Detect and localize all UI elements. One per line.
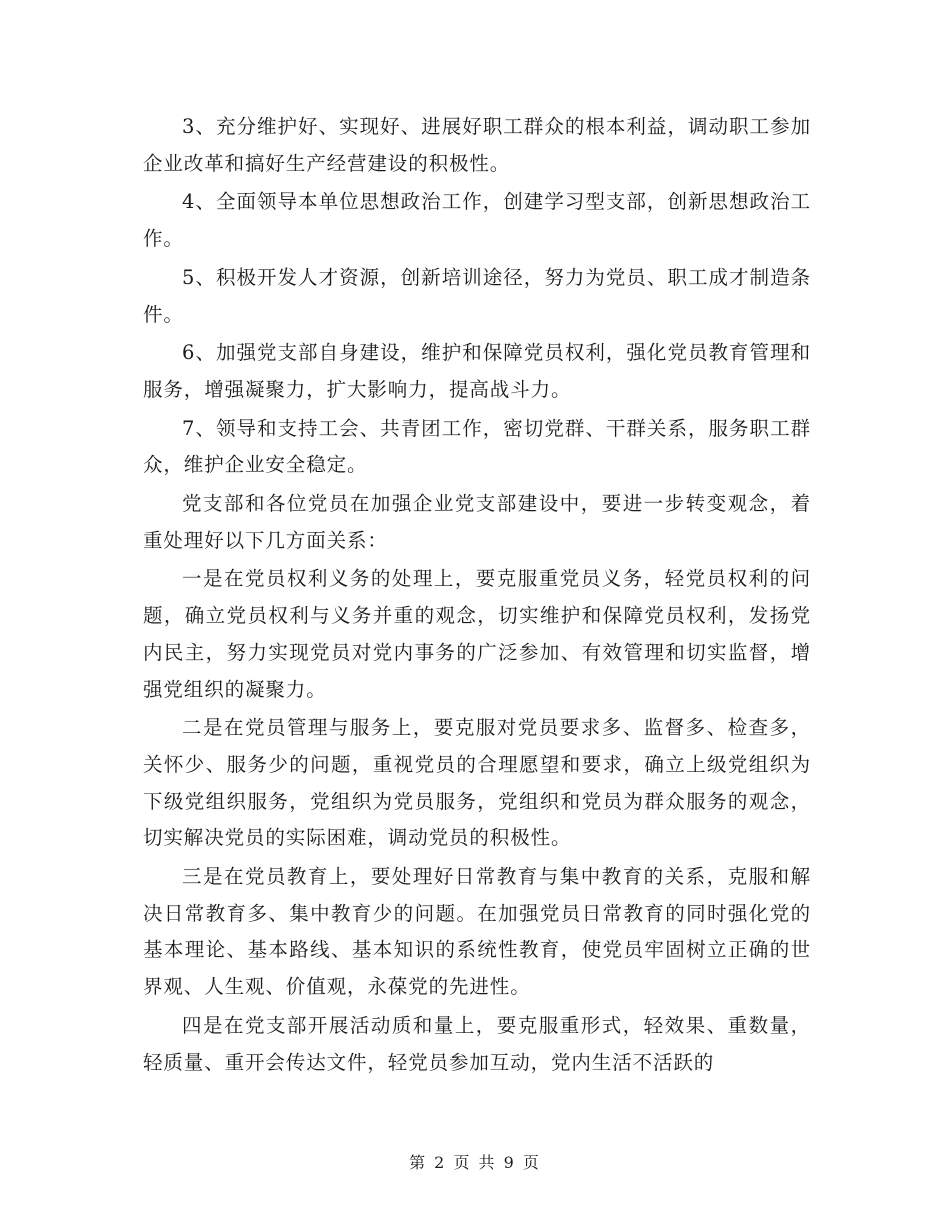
page-number-footer: 第 2 页 共 9 页 [409, 1153, 541, 1172]
paragraph-education: 三是在党员教育上，要处理好日常教育与集中教育的关系，克服和解决日常教育多、集中教育少的问题。在加强党员日常教育的同时强化党的基本理论、基本路线、基本知识的系统性教育，使党员牢固树立正确的世界观、人生观、价值观，永葆党的先进性。 [143, 865, 811, 999]
paragraph-item-3: 3、充分维护好、实现好、进展好职工群众的根本利益，调动职工参加企业改革和搞好生产经营建设的积极性。 [143, 115, 811, 175]
paragraph-item-6: 6、加强党支部自身建设，维护和保障党员权利，强化党员教育管理和服务，增强凝聚力，扩大影响力，提高战斗力。 [143, 341, 811, 401]
paragraph-item-5: 5、积极开发人才资源，创新培训途径，努力为党员、职工成才制造条件。 [143, 265, 811, 326]
document-body [143, 109, 811, 1083]
paragraph-management-service: 二是在党员管理与服务上，要克服对党员要求多、监督多、检查多，关怀少、服务少的问题，重视党员的合理愿望和要求，确立上级党组织为下级党组织服务，党组织为党员服务，党组织和党员为群众服务的观念，切实解决党员的实际困难，调动党员的积极性。 [143, 716, 811, 850]
paragraph-item-7: 7、领导和支持工会、共青团工作，密切党群、干群关系，服务职工群众，维护企业安全稳定。 [143, 416, 811, 477]
paragraph-rights-duties: 一是在党员权利义务的处理上，要克服重党员义务，轻党员权利的问题，确立党员权利与义务并重的观念，切实维护和保障党员权利，发扬党内民主，努力实现党员对党内事务的广泛参加、有效管理和切实监督，增强党组织的凝聚力。 [143, 567, 811, 701]
paragraph-activities: 四是在党支部开展活动质和量上，要克服重形式，轻效果、重数量，轻质量、重开会传达文件，轻党员参加互动，党内生活不活跃的 [143, 1013, 811, 1074]
paragraph-intro-relations: 党支部和各位党员在加强企业党支部建设中，要进一步转变观念，着重处理好以下几方面关系： [143, 492, 811, 552]
paragraph-item-4: 4、全面领导本单位思想政治工作，创建学习型支部，创新思想政治工作。 [143, 190, 811, 251]
